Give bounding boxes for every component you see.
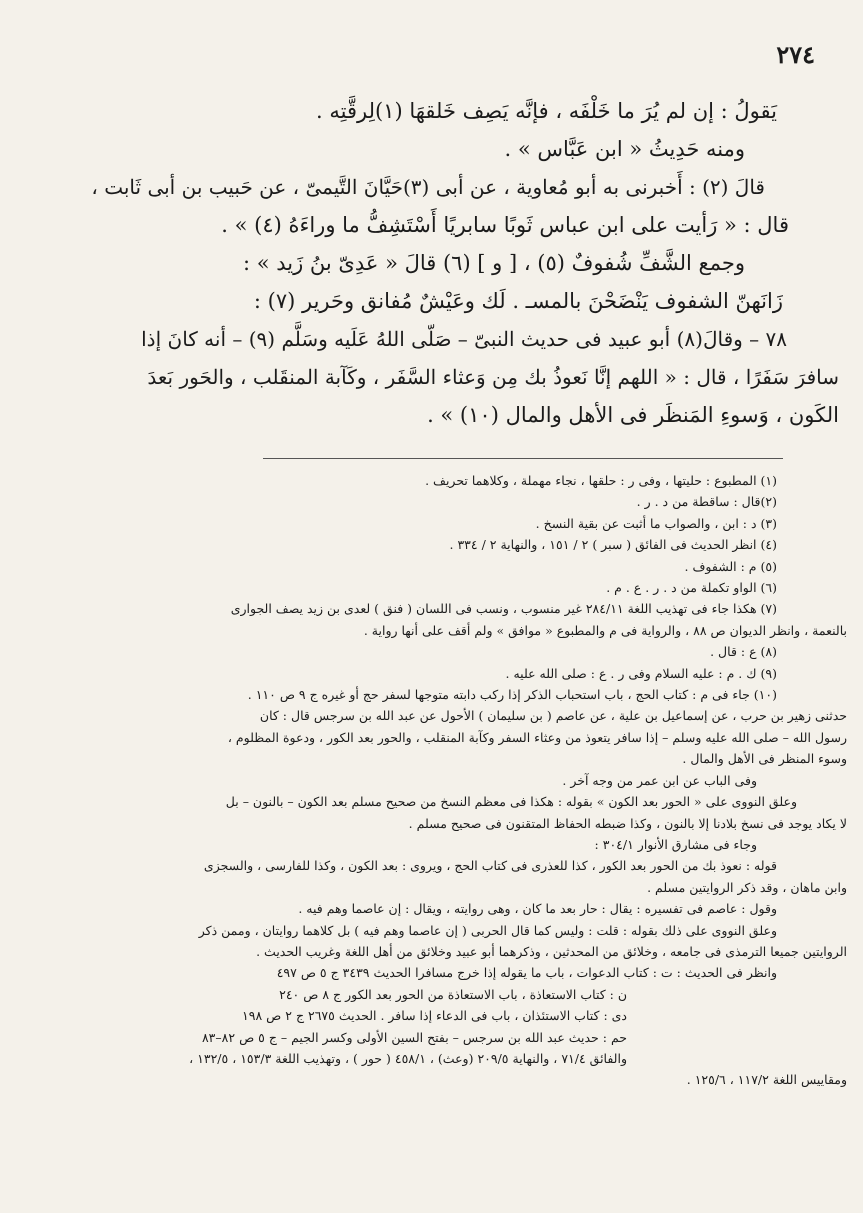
main-line: الكَون ، وَسوءِ المَنظَر فى الأهل والمال (١٠) » . [427, 403, 839, 427]
footnote-line: وعلق النووى على « الحور بعد الكون » بقوله : هكذا فى معظم النسخ من صحيح مسلم بعد الكون – بالنون – بل [225, 794, 797, 810]
footnote-line: (٩) ك . م : عليه السلام وفى ر . ع : صلى الله عليه . [505, 665, 777, 681]
footnote-line: (٨) ع : قال . [710, 644, 777, 660]
footnotes [64, 470, 847, 1091]
main-text [70, 92, 839, 434]
main-line: زَانَهنّ الشفوف يَنْضَحْنَ بالمسـ . لَك وعَيْشٌ مُفانق وحَرير (٧) : [253, 289, 783, 313]
footnote-line: (١) المطبوع : حليتها ، وفى ر : حلقها ، نجاء مهملة ، وكلاهما تحريف . [425, 473, 777, 488]
footnote-line: قوله : نعوذ بك من الحور بعد الكور ، كذا للعذرى فى كتاب الحج ، ويروى : بعد الكون ، وكذا للفارسى ، والسجزى [203, 858, 777, 874]
main-line: يَقولُ : إن لم يُرَ ما خَلْفَه ، فإنَّه يَصِف خَلقهَا (١)لِرقَّتِه . [316, 99, 777, 123]
footnote-line: ن : كتاب الاستعاذة ، باب الاستعاذة من الحور بعد الكور ج ٨ ص ٢٤٠ [279, 986, 627, 1002]
footnote-line: بالنعمة ، وانظر الديوان ص ٨٨ ، والرواية فى م والمطبوع « موافق » ولم أقف على أنها رواية . [363, 622, 847, 638]
main-line: ومنه حَدِيثُ « ابن عَبَّاس » . [504, 137, 745, 161]
footnote-line: ومقاييس اللغة ١١٧/٢ ، ١٢٥/٦ . [686, 1072, 847, 1088]
footnote-line: وفى الباب عن ابن عمر من وجه آخر . [562, 772, 757, 788]
footnote-line: (١٠) جاء فى م : كتاب الحج ، باب استحباب الذكر إذا ركب دابته متوجها لسفر حج أو غيره ج ٩ ص ١١٠ . [247, 687, 777, 703]
footnote-line: رسول الله – صلى الله عليه وسلم – إذا سافر يتعوذ من وعثاء السفر وكآبة المنقلب ، والحور بعد الكور ، ودعوة المظلوم ، [227, 729, 847, 745]
footnote-line: وقول : عاصم فى تفسيره : يقال : حار بعد ما كان ، وهى روايته ، ويقال : إن عاصما وهم فيه . [298, 901, 777, 917]
footnote-line: وجاء فى مشارق الأنوار ٣٠٤/١ : [594, 836, 757, 852]
main-line: ٧٨ – وقالَ(٨) أبو عبيد فى حديث النبىّ – صَلّى اللهُ عَلَيه وسَلَّم (٩) – أنه كانَ إذا [141, 327, 787, 351]
footnote-line: والفائق ٧١/٤ ، والنهاية ٢٠٩/٥ (وعث) ، ٤٥٨/١ ( حور ) ، وتهذيب اللغة ١٥٣/٣ ، ١٣٢/٥ ، [189, 1050, 627, 1066]
footnote-line: (٤) انظر الحديث فى الفائق ( سبر ) ٢ / ١٥١ ، والنهاية ٢ / ٣٣٤ . [449, 537, 777, 553]
footnote-line: وسوء المنظر فى الأهل والمال . [682, 751, 847, 767]
footnote-line: لا يكاد يوجد فى نسخ بلادنا إلا بالنون ، وكذا ضبطه الحفاظ المتقنون فى صحيح مسلم . [408, 815, 847, 831]
footnote-line: دى : كتاب الاستئذان ، باب فى الدعاء إذا سافر . الحديث ٢٦٧٥ ج ٢ ص ١٩٨ [242, 1008, 627, 1024]
main-line: وجمع الشَّفِّ شُفوفٌ (٥) ، [ و ] (٦) قالَ « عَدِىّ بنُ زَيد » : [242, 251, 745, 275]
footnote-line: الروايتين جميعا الترمذى فى جامعه ، وخلائق من المحدثين ، وذكرهما أبو عبيد وخلائق من أهل اللغة وغريب الحديث . [256, 943, 847, 959]
footnote-line: (٢)قال : ساقطة من د . ر . [636, 494, 777, 510]
footnote-line: (٥) م : الشفوف . [684, 558, 777, 574]
footnote-line: وعلق النووى على ذلك بقوله : قلت : وليس كما قال الحربى ( إن عاصما وهم فيه ) بل كلاهما روايتان ، وممن ذكر [198, 922, 777, 938]
footnote-separator [263, 458, 783, 459]
main-line: سافرَ سَفَرًا ، قال : « اللهم إنَّا نَعوذُ بك مِن وَعثاء السَّفَر ، وكَآبة المنقَلب ، والحَور بَعدَ [147, 365, 839, 389]
footnote-line: وابن ماهان ، وقد ذكر الروايتين مسلم . [647, 879, 847, 895]
footnote-line: حم : حديث عبد الله بن سرجس – بفتح السين الأولى وكسر الجيم – ج ٥ ص ٨٢–٨٣ [201, 1029, 627, 1045]
footnote-line: (٧) هكذا جاء فى تهذيب اللغة ٢٨٤/١١ غير منسوب ، ونسب فى اللسان ( فنق ) لعدى بن زيد يصف الجوارى [230, 601, 777, 617]
main-line: قال : « رَأيت على ابن عباس ثَوبًا سابريًا أَسْتَشِفُّ ما وراءَهُ (٤) » . [221, 213, 789, 237]
footnote-line: (٣) د : ابن ، والصواب ما أثبت عن بقية النسخ . [535, 515, 777, 531]
footnote-line: وانظر فى الحديث : ت : كتاب الدعوات ، باب ما يقوله إذا خرج مسافرا الحديث ٣٤٣٩ ج ٥ ص ٤٩٧ [276, 965, 777, 981]
page-number: ٢٧٤ [776, 40, 815, 69]
footnote-line: حدثنى زهير بن حرب ، عن إسماعيل بن علية ، عن عاصم ( بن سليمان ) الأحول عن عبد الله بن سرجس قال : كان [259, 708, 847, 724]
footnote-line: (٦) الواو تكملة من د . ر . ع . م . [606, 580, 777, 596]
main-line: قالَ (٢) : أَخبرنى به أبو مُعاوية ، عن أبى (٣)حَيَّانَ التَّيمىّ ، عن حَبيب بن أبى ثَابت ، [91, 175, 765, 199]
